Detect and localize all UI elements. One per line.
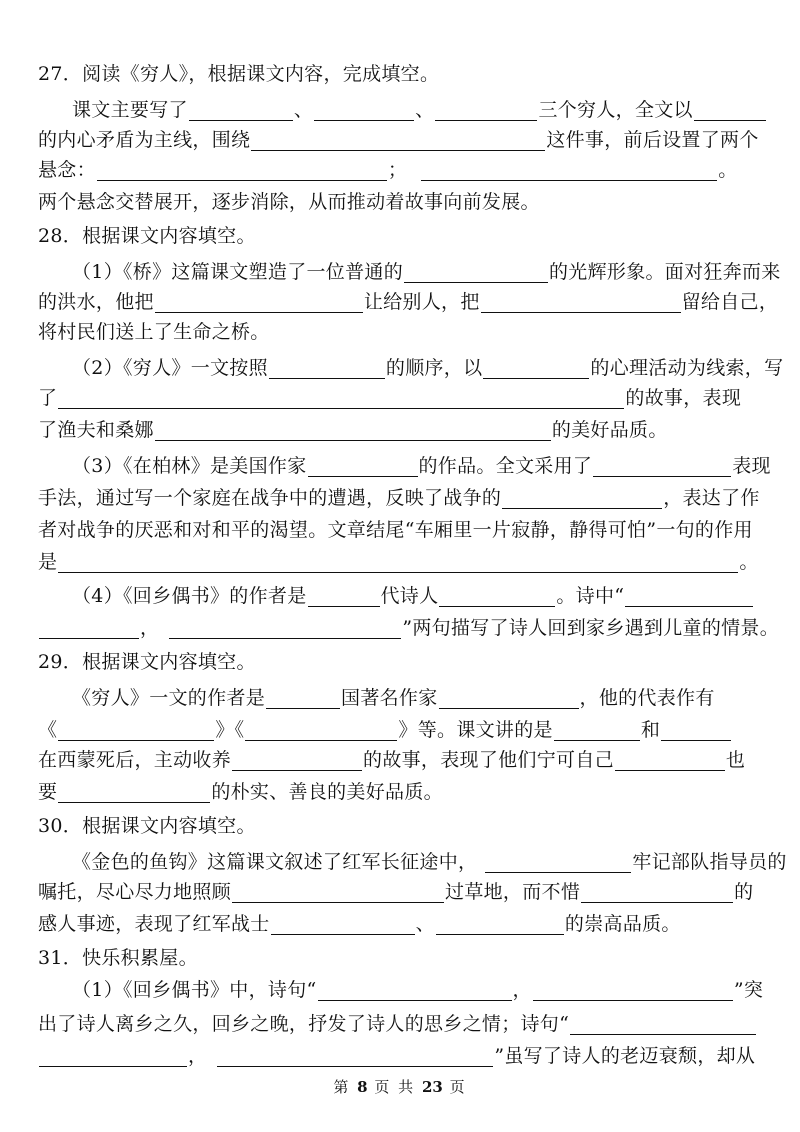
q31-line2: 出了诗人离乡之久，回乡之晚，抒发了诗人的思乡之情；诗句“ <box>38 1010 762 1038</box>
q27-line2: 的内心矛盾为主线，围绕 这件事，前后设置了两个 <box>38 129 759 151</box>
answer-blank[interactable] <box>58 780 210 803</box>
answer-blank[interactable] <box>58 550 738 573</box>
q28-p2-line1: （2）《穷人》一文按照 的顺序，以 的心理活动为线索，写 <box>72 357 784 379</box>
answer-blank[interactable] <box>502 486 662 509</box>
answer-blank[interactable] <box>533 978 733 1001</box>
q30-line2: 嘱托，尽心尽力地照顾 过草地，而不惜 的 <box>38 881 754 903</box>
answer-blank[interactable] <box>436 912 564 935</box>
answer-blank[interactable] <box>593 454 731 477</box>
answer-blank[interactable] <box>421 158 717 181</box>
q28-p3-line1: （3）《在柏林》是美国作家 的作品。全文采用了 表现 <box>72 455 771 477</box>
answer-blank[interactable] <box>155 418 551 441</box>
answer-blank[interactable] <box>581 880 733 903</box>
answer-blank[interactable] <box>615 748 725 771</box>
q28-p4-line1: （4）《回乡偶书》的作者是 代诗人 。诗中“ <box>72 582 762 610</box>
answer-blank[interactable] <box>97 158 387 181</box>
q28-p3-line4: 是 。 <box>38 551 759 573</box>
answer-blank[interactable] <box>217 1044 493 1067</box>
page-total: 23 <box>421 1078 443 1096</box>
answer-blank[interactable] <box>570 1012 756 1035</box>
q30-line3: 感人事迹，表现了红军战士 、 的崇高品质。 <box>38 913 681 935</box>
q28-title: 28．根据课文内容填空。 <box>38 225 256 247</box>
answer-blank[interactable] <box>318 978 512 1001</box>
answer-blank[interactable] <box>189 98 293 121</box>
answer-blank[interactable] <box>39 616 139 639</box>
q28-p2-line2: 了 的故事，表现 <box>38 387 742 409</box>
answer-blank[interactable] <box>58 386 624 409</box>
q28-p2-line3: 了渔夫和桑娜 的美好品质。 <box>38 419 668 441</box>
answer-blank[interactable] <box>232 880 444 903</box>
q28-p1-line2: 的洪水，他把 让给别人，把 留给自己， <box>38 291 779 313</box>
q28-p1-line1: （1）《桥》这篇课文塑造了一位普通的 的光辉形象。面对狂奔而来 <box>72 261 781 283</box>
answer-blank[interactable] <box>58 718 214 741</box>
q29-line1: 《穷人》一文的作者是 国著名作家 ，他的代表作有 <box>72 687 715 709</box>
q27-line4: 两个悬念交替展开，逐步消除，从而推动着故事向前发展。 <box>38 191 540 213</box>
q29-line2: 《 》《 》等。课文讲的是 和 <box>38 716 762 744</box>
q30-line1: 《金色的鱼钩》这篇课文叙述了红军长征途中， 牢记部队指导员的 <box>72 851 787 873</box>
q29-title: 29．根据课文内容填空。 <box>38 651 256 673</box>
answer-blank[interactable] <box>481 290 681 313</box>
q27-line1: 课文主要写了 、 、 三个穷人，全文以 <box>72 96 762 124</box>
answer-blank[interactable] <box>308 584 380 607</box>
answer-blank[interactable] <box>483 356 589 379</box>
q30-title: 30．根据课文内容填空。 <box>38 815 256 837</box>
page-footer: 第 8 页 共 23 页 <box>333 1078 467 1096</box>
answer-blank[interactable] <box>308 454 418 477</box>
answer-blank[interactable] <box>169 616 401 639</box>
q31-line1: （1）《回乡偶书》中，诗句“ ， ”突 <box>72 979 764 1001</box>
q28-p3-line2: 手法，通过写一个家庭在战争中的遭遇，反映了战争的 ，表达了作 <box>38 487 760 509</box>
answer-blank[interactable] <box>245 718 397 741</box>
answer-blank[interactable] <box>439 584 555 607</box>
q31-line3: ， ”虽写了诗人的老迈衰颓，却从 <box>38 1042 762 1070</box>
answer-blank[interactable] <box>485 850 631 873</box>
answer-blank[interactable] <box>694 98 766 121</box>
q29-line4: 要 的朴实、善良的美好品质。 <box>38 781 443 803</box>
answer-blank[interactable] <box>271 912 415 935</box>
page-number: 8 <box>357 1078 368 1096</box>
answer-blank[interactable] <box>404 260 548 283</box>
q27-line3: 悬念： ； 。 <box>38 159 738 181</box>
answer-blank[interactable] <box>266 686 340 709</box>
answer-blank[interactable] <box>314 98 414 121</box>
q27-title: 27．阅读《穷人》，根据课文内容，完成填空。 <box>38 63 440 85</box>
q28-p3-line3: 者对战争的厌恶和对和平的渴望。文章结尾“车厢里一片寂静，静得可怕”一句的作用 <box>38 519 753 541</box>
answer-blank[interactable] <box>232 748 362 771</box>
q28-p4-line2: ， ”两句描写了诗人回到家乡遇到儿童的情景。 <box>38 614 762 642</box>
q29-line3: 在西蒙死后，主动收养 的故事，表现了他们宁可自己 也 <box>38 749 746 771</box>
q28-p1-line3: 将村民们送上了生命之桥。 <box>38 321 270 343</box>
answer-blank[interactable] <box>39 1044 187 1067</box>
answer-blank[interactable] <box>269 356 385 379</box>
answer-blank[interactable] <box>251 128 545 151</box>
q31-title: 31．快乐积累屋。 <box>38 947 198 969</box>
answer-blank[interactable] <box>439 686 579 709</box>
answer-blank[interactable] <box>435 98 537 121</box>
answer-blank[interactable] <box>554 718 640 741</box>
answer-blank[interactable] <box>661 718 731 741</box>
answer-blank[interactable] <box>625 584 753 607</box>
answer-blank[interactable] <box>155 290 363 313</box>
